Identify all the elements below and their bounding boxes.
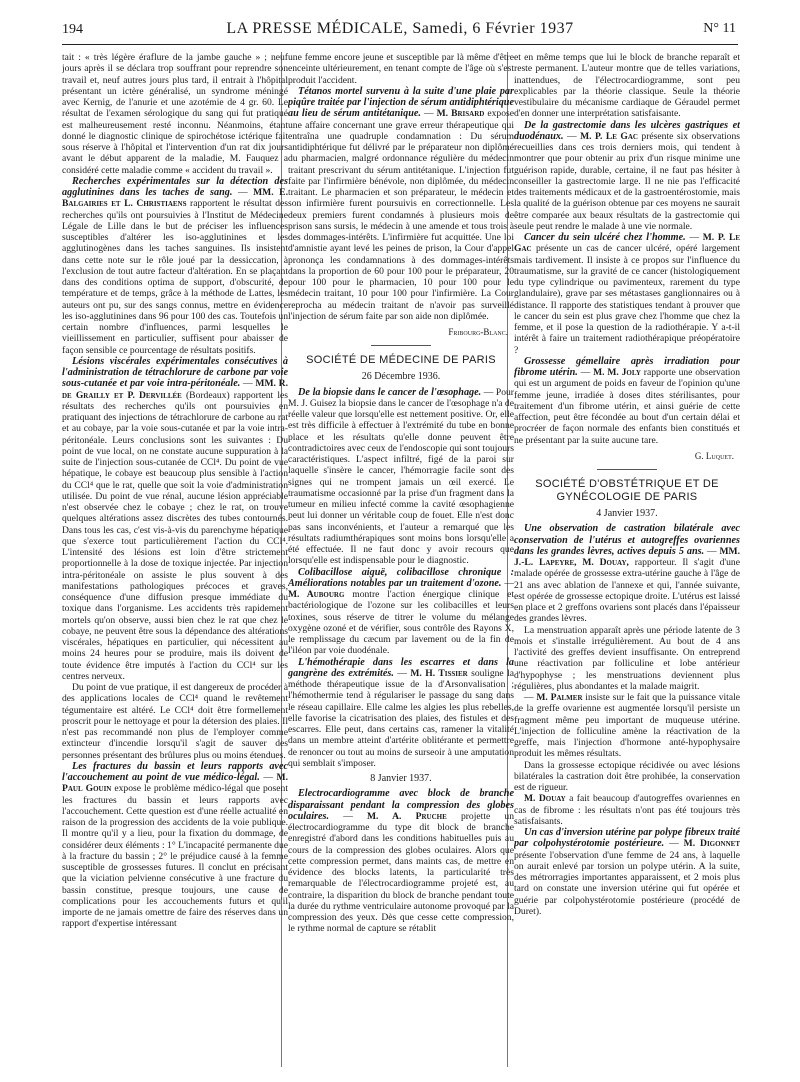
article: Tétanos mortel survenu à la suite d'une plaie par piqûre traitée par l'injection de sérum antidiphtérique au lieu de sérum antitétanique. — M. Brisard expose une affaire concernant une grave erreur thérapeutique qui entraîna une quadruple condamnation : Du sérum antidiphtérique fut délivré par le préparateur non diplômé du pharmacien, malgré ordonnance régulière du médecin traitant prescrivant du sérum antitétanique. L'injection fut faite par l'infirmière bénévole, non diplômée, du médecin traitant. Le pharmacien et son préparateur, le médecin et son infirmière furent poursuivis en correctionnelle. Les deux premiers furent condamnés à plusieurs mois de prison sans sursis, le médecin à une amende et tous trois à des dommages-intérêts. L'infirmière fut acquittée. Une loi d'amnistie ayant levé les peines de prison, la Cour d'appel prononça les condamnations à des dommages-intérêts dans la proportion de 60 pour 100 pour le préparateur, 20 pour 100 pour le pharmacien, 10 pour 100 pour le médecin traitant, 10 pour 100 pour l'infirmière. La Cour reprocha au médecin traitant de n'avoir pas surveillé l'injection de sérum faite par son aide non diplômée. bbox=[288, 85, 514, 322]
journal-title: LA PRESSE MÉDICALE, Samedi, 6 Février 1937 bbox=[226, 20, 574, 37]
article-authors: M. Douay bbox=[524, 793, 566, 805]
article-authors: M. H. Tissier bbox=[410, 667, 468, 679]
article-authors: Pour M. J. Guisez bbox=[288, 386, 514, 409]
section-divider bbox=[371, 345, 431, 346]
paragraph: expose une affaire concernant une grave erreur thérapeutique qui entraîna une quadruple condamnation : Du sérum antidiphtérique fut délivré par le préparateur non diplômé du pharmacien, malgré ordonnance régulière du médecin traitant prescrivant du sérum antitétanique. L'injection fut faite par l'infirmière bénévole, non diplômée, du médecin traitant. Le pharmacien et son préparateur, le médecin et son infirmière furent poursuivis en correctionnelle. Les deux premiers furent condamnés à plusieurs mois de prison sans sursis, le médecin à une amende et tous trois à des dommages-intérêts. L'infirmière fut acquittée. Une loi d'amnistie ayant levé les peines de prison, la Cour d'appel prononça les condamnations à des dommages-intérêts dans la proportion de 60 pour 100 pour le préparateur, 20 pour 100 pour le pharmacien, 10 pour 100 pour le médecin traitant, 10 pour 100 pour l'infirmière. La Cour reprocha au médecin traitant de n'avoir pas surveillé l'injection de sérum faite par son aide non diplômée. bbox=[288, 108, 514, 322]
article: De la biopsie dans le cancer de l'œsophage. — Pour M. J. Guisez la biopsie dans le cancer de l'œsophage n'a de réelle valeur que lorsqu'elle est nettement positive. Or, elle est très difficile à effectuer à l'extrémité du tube en bonne place et les résultats qu'elle donne peuvent être contradictoires avec ceux de l'endoscopie qui sont toujours caractéristiques. L'aspect infiltré, figé de la paroi sur laquelle s'insère le cancer, l'hémorragie facile sont des signes qui ne trompent jamais un œil exercé. Le traumatisme occasionné par la prise d'un fragment dans la tumeur en milieu infecté comme la cavité œsophagienne peut lui donner un véritable coup de fouet. Elle n'est donc pas sans inconvénients, et l'auteur a remarqué que les résultats radiumthérapiques sont moins bons lorsqu'elle a été effectuée. Il ne faut donc y avoir recours que lorsqu'elle est indispensable pour le diagnostic. bbox=[288, 386, 514, 567]
article: De la gastrectomie dans les ulcères gastriques et duodénaux. — M. P. Le Gac présente six observations recueillies dans ces trois derniers mois, qui tendent à montrer que pour obtenir au prix d'un risque minime une guérison rapide, durable, certaine, il ne faut pas hésiter à conseiller la gastrectomie large. Il ne nie pas l'efficacité des traitements médicaux et de la gastroentérostomie, mais la qualité de la guérison obtenue par ces moyens ne saurait être comparée aux beaux résultats de la gastrectomie qui seule peut rendre le malade à une vie normale. bbox=[514, 119, 740, 232]
article-heading: Recherches expérimentales sur la détection des agglutinines dans les taches de sang. bbox=[62, 175, 288, 198]
paragraph: une femme encore jeune et susceptible par là même d'être enceinte ultérieurement, en tenant compte de l'âge où s'est produit l'accident. bbox=[288, 52, 514, 86]
article-heading: Colibacillose aiguë, colibacillose chronique : Améliorations notables par un traitement d'ozone. bbox=[288, 566, 514, 589]
session-date: 8 Janvier 1937. bbox=[370, 773, 432, 784]
article-authors: MM. E. Balgairies et L. Christiaens bbox=[62, 187, 288, 210]
article-authors: M. Palmer bbox=[536, 692, 583, 703]
society-heading: SOCIÉTÉ DE MÉDECINE DE PARIS bbox=[306, 354, 496, 367]
paragraph: et en même temps que lui le block de branche reparaît et reste permanent. L'auteur montre que de telles variations, inattendues, de l'électrocardiogramme, sont peu explicables par la théorie classique. Seule la théorie vestibulaire du mécanisme cardiaque de Géraudel permet d'en donner une interprétation satisfaisante. bbox=[514, 52, 740, 120]
article-heading: De la biopsie dans le cancer de l'œsophage. bbox=[298, 386, 482, 398]
article-heading: Cancer du sein ulcéré chez l'homme. bbox=[524, 232, 686, 243]
paragraph: insiste sur le fait que la puissance vitale de la greffe ovarienne est augmentée lorsqu'il persiste un fragment même peu important de muqueuse utérine. L'injection de folliculine amène la réactivation de la greffe, mais l'injection d'hormone anté-hypophysaire produit les mêmes résultats. bbox=[514, 692, 740, 760]
article: — M. Palmer insiste sur le fait que la puissance vitale de la greffe ovarienne est augmentée lorsqu'il persiste un fragment même peu important de muqueuse utérine. L'injection de folliculine amène la réactivation de la greffe, mais l'injection d'hormone anté-hypophysaire produit les mêmes résultats. bbox=[514, 692, 740, 760]
article-authors: M. Aubourg bbox=[288, 589, 345, 600]
article-heading: Un cas d'inversion utérine par polype fibreux traité par colpohystérotomie postérieure. bbox=[514, 827, 740, 850]
issue-number: N° 11 bbox=[703, 21, 736, 36]
article: Electrocardiogramme avec block de branche disparaissant pendant la compression des globes oculaires. — M. A. Pruche projette un électrocardiogramme du type dit block de branche enregistré d'abord dans les conditions habituelles puis au cours de la compression des globes oculaires. Alors que cette compression permet, dans maints cas, de mettre en évidence des blocks latents, la particularité très remarquable de l'électrocardiogramme projeté est, au contraire, la disparition du block de branche pendant toute la durée du rythme ventriculaire autonome provoqué par la compression des yeux. Dès que cesse cette compression, le rythme normal de capture se rétablit bbox=[288, 788, 514, 935]
article-authors: M. P. Le Gac bbox=[514, 232, 740, 255]
section-divider bbox=[597, 469, 657, 470]
paragraph: présente six observations recueillies dans ces trois derniers mois, qui tendent à montrer que pour obtenir au prix d'un risque minime une guérison rapide, durable, certaine, il ne faut pas hésiter à conseiller la gastrectomie large. Il ne nie pas l'efficacité des traitements médicaux et de la gastroentérostomie, mais la qualité de la guérison obtenue par ces moyens ne saurait être comparée aux beaux résultats de la gastrectomie qui seule peut rendre le malade à une vie normale. bbox=[514, 130, 740, 232]
article: Un cas d'inversion utérine par polype fibreux traité par colpohystérotomie postérieure. — M. Digonnet présente l'observation d'une femme de 24 ans, à laquelle on aurait enlevé par torsion un polype utérin. A la suite, des métrorragies importantes apparaissent, et 2 mois plus tard on constate une inversion utérine qui fut opérée et guérie par colpohystérotomie postérieure (procédé de Duret). bbox=[514, 827, 740, 917]
paragraph: souligne la méthode thérapeutique issue de la d'Arsonvalisation ; l'hémothermie tend à régulariser le passage du sang dans le réseau capillaire. Elle calme les algies les plus rebelles, elle favorise la cicatrisation des plaies, des fistules et des escarres. Elle peut, dans certains cas, ramener la vitalité dans un membre atteint d'artérite oblitérante et permettre de renoncer ou tout au moins de surseoir à une amputation qui semblait s'imposer. bbox=[288, 667, 514, 769]
paragraph: Du point de vue pratique, il est dangereux de procéder à des applications locales de CCl⁴ quand le revêtement tégumentaire est altéré. Le CCl⁴ doit être formellement proscrit pour le nettoyage et pour la détersion des plaies. Il n'est pas recommandé non plus de l'employer comme extincteur d'incendie lorsqu'il s'agit de sauver des personnes présentant des brûlures plus ou moins étendues. bbox=[62, 682, 288, 761]
session-date: 4 Janvier 1937. bbox=[596, 508, 658, 519]
paragraph: rapportent le résultat des recherches qu'ils ont poursuivies à l'Institut de Médecine Légale de Lille dans le but de préciser les influences susceptibles d'altérer les iso-agglutinines et les agglutinogènes dans les taches sanguines. Ils insistent dans cette note sur le rôle joué par la dessiccation, à l'exclusion de tout autre facteur d'altération. En se plaçant dans des conditions optima de support, d'obscurité, de température et de temps, grâce à la méthode de Lattes, les auteurs ont pu, sur des sangs connus, mettre en évidence les iso-agglutinines dans 96 pour 100 des cas. Toutefois un certain nombre d'influences, parmi lesquelles le vieillissement en particulier, suffisent pour abaisser de façon sensible ce pourcentage de résultats positifs. bbox=[62, 198, 288, 356]
article-heading: Une observation de castration bilatérale avec conservation de l'utérus et autogreffes ovariennes dans les grandes lèvres, actives depuis 5 ans. bbox=[514, 523, 740, 557]
article-authors: M. A. Pruche bbox=[367, 810, 447, 822]
article-heading: L'hémothérapie dans les escarres et dans la gangrène des extrémités. bbox=[288, 656, 514, 679]
article bbox=[514, 793, 740, 827]
column-2 bbox=[288, 52, 514, 1072]
article: L'hémothérapie dans les escarres et dans la gangrène des extrémités. — M. H. Tissier souligne la méthode thérapeutique issue de la d'Arsonvalisation ; l'hémothermie tend à régulariser le passage du sang dans le réseau capillaire. Elle calme les algies les plus rebelles, elle favorise la cicatrisation des plaies, des fistules et des escarres. Elle peut, dans certains cas, ramener la vitalité dans un membre atteint d'artérite oblitérante et permettre de renoncer ou tout au moins de surseoir à une amputation qui semblait s'imposer. bbox=[288, 656, 514, 769]
paragraph: montre l'action énergique clinique et bactériologique de l'ozone sur les colibacilles et leurs toxines, sous réserve de titrer le volume du mélange oxygène ozoné et de vérifier, sous contrôle des Rayons X, le remplissage du cæcum par lavement ou de la fin de l'iléon par voie duodénale. bbox=[288, 589, 514, 657]
article: Recherches expérimentales sur la détection des agglutinines dans les taches de sang. — MM. E. Balgairies et L. Christiaens rapportent le résultat des recherches qu'ils ont poursuivies à l'Institut de Médecine Légale de Lille dans le but de préciser les influences susceptibles d'altérer les iso-agglutinines et les agglutinogènes dans les taches sanguines. Ils insistent dans cette note sur le rôle joué par la dessiccation, à l'exclusion de tout autre facteur d'altération. En se plaçant dans des conditions optima de support, d'obscurité, de température et de temps, grâce à la méthode de Lattes, les auteurs ont pu, sur des sangs connus, mettre en évidence les iso-agglutinines dans 96 pour 100 des cas. Toutefois un certain nombre d'influences, parmi lesquelles le vieillissement en particulier, suffisent pour abaisser de façon sensible ce pourcentage de résultats positifs. bbox=[62, 175, 288, 356]
article-heading: Lésions viscérales expérimentales consécutives à l'administration de tétrachlorure de carbone par voie sous-cutanée et par voie intra-péritonéale. bbox=[62, 355, 288, 390]
signature: G. Luquet. bbox=[694, 450, 734, 461]
article-authors: M. Paul Gouin bbox=[62, 772, 288, 795]
column-3 bbox=[514, 52, 740, 1072]
article-authors: MM. R. de Grailly et P. Dervillée bbox=[62, 378, 288, 401]
column-1 bbox=[62, 52, 288, 1072]
paragraph: rapporteur. Il s'agit d'une malade opérée de grossesse extra-utérine gauche à l'âge de 21 ans avec ablation de l'annexe et qui, l'année suivante, est opérée de grossesse ectopique droite. L'utérus est laissé en place et 2 greffons ovariens sont placés dans l'épaisseur des grandes lèvres. bbox=[514, 557, 740, 625]
article-authors: M. Digonnet bbox=[683, 838, 740, 850]
paragraph: expose le problème médico-légal que posent les fractures du bassin et leurs rapports avec l'accouchement. Cette question est d'une réelle actualité en raison de la progression des accidents de la voie publique. Il montre qu'il y a lieu, pour la fixation du dommage, de considérer deux éléments : 1° L'incapacité permanente due à la fracture du bassin ; 2° le préjudice causé à la femme susceptible de grossesses futures. Il conclut en précisant que la viciation pelvienne consécutive à une fracture du bassin constitue, presque toujours, une cause de complications pour les accouchements futurs et qu'il importe de ne jamais omettre de faire des réserves dans un rapport d'expertise intéressant bbox=[62, 783, 288, 930]
article-heading: Tétanos mortel survenu à la suite d'une plaie par piqûre traitée par l'injection de sérum antidiphtérique au lieu de sérum antitétanique. bbox=[288, 85, 514, 120]
paragraph: (Bordeaux) rapportent les résultats des recherches qu'ils ont poursuivies en pratiquant des injections de tétrachlorure de carbone au rat et au cobaye, par la voie sous-cutanée et par la voie intra-péritonéale. Leurs conclusions sont les suivantes : Du point de vue local, on ne constate aucune suppuration à la suite de l'injection sous-cutanée de CCl⁴. Du point de vue hépatique, le cobaye est beaucoup plus sensible à l'action du CCl⁴ que le rat, quelle que soit la voie d'administration utilisée. Du point de vue rénal, aucune lésion appréciable n'est observée chez le cobaye ; chez le rat, on trouve quelques altérations assez discrètes des tubes contournés. Dans tous les cas, c'est vis-à-vis du parenchyme hépatique que s'exerce tout particulièrement l'action du CCl⁴. L'intensité des lésions est loin d'être strictement proportionnelle à la dose de toxique injectée. Par injection intra-péritonéale on assiste le plus souvent à des manifestations pathologiques précoces et graves, conséquence d'une diffusion presque immédiate du toxique dans l'organisme. Les accidents très rapidement mortels qu'on observe, aussi bien chez le rat que chez le cobaye, ne peuvent être sous la dépendance des altérations viscérales, hépatiques en particulier, qui nécessitent au moins 24 heures pour se produire, mais ils doivent de toute évidence être imputés à l'action du CCl⁴ sur les centres nerveux. bbox=[62, 389, 288, 682]
page-header bbox=[62, 18, 738, 45]
article-authors: M. Brisard bbox=[436, 108, 485, 120]
article-heading: Grossesse gémellaire après irradiation pour fibrome utérin. bbox=[514, 355, 740, 378]
article-authors: M. M. Joly bbox=[593, 367, 641, 378]
paragraph: tait : « très légère éraflure de la jambe gauche » ; neuf jours après il se déclara trop souffrant pour reprendre son travail et, neuf autres jours plus tard, il entrait à l'hôpital présentant un ictère généralisé, un syndrome méningé avec Kernig, de l'anurie et une azotémie de 4 gr. 60. Le résultat de l'examen sérologique du sang qui fut pratiqué est malheureusement resté inconnu. Néanmoins, étant donné le diagnostic clinique de spirochétose ictérique fait sous réserve à l'hôpital et l'intervention d'un rat dix jours avant le début apparent de la maladie, M. Fauquez a considéré cette maladie comme « accident du travail ». bbox=[62, 52, 288, 176]
article-heading: De la gastrectomie dans les ulcères gastriques et duodénaux. bbox=[514, 119, 740, 142]
paragraph: présente un cas de cancer ulcéré, opéré largement mais tardivement. Il insiste à ce propos sur l'influence du traumatisme, sur la gravité de ce cancer (histologiquement du type cylindrique ou pavimenteux, rarement du type glandulaire), grave par ses métastases ganglionnaires ou à distance. Il rapporte des statistiques tendant à prouver que le cancer du sein est plus grave chez l'homme que chez la femme, et il pose la question de la radiothérapie. Y a-t-il intérêt à faire un traitement radiothérapique préopératoire ? bbox=[514, 243, 740, 356]
article-authors: MM. J.-L. Lapeyre, M. Douay, bbox=[514, 545, 740, 568]
signature: Fribourg-Blanc. bbox=[448, 327, 508, 337]
paragraph: Dans la grossesse ectopique récidivée ou avec lésions bilatérales la castration doit être prohibée, la conservation est de rigueur. bbox=[514, 759, 740, 793]
article: Les fractures du bassin et leurs rapports avec l'accouchement au point de vue médico-légal. — M. Paul Gouin expose le problème médico-légal que posent les fractures du bassin et leurs rapports avec l'accouchement. Cette question est d'une réelle actualité en raison de la progression des accidents de la voie publique. Il montre qu'il y a lieu, pour la fixation du dommage, de considérer deux éléments : 1° L'incapacité permanente due à la fracture du bassin ; 2° le préjudice causé à la femme susceptible de grossesses futures. Il conclut en précisant que la viciation pelvienne consécutive à une fracture du bassin constitue, presque toujours, une cause de complications pour les accouchements futurs et qu'il importe de ne jamais omettre de faire des réserves dans un rapport d'expertise intéressant bbox=[62, 760, 288, 930]
society-heading: SOCIÉTÉ D'OBSTÉTRIQUE ET DE GYNÉCOLOGIE DE PARIS bbox=[535, 478, 719, 503]
paragraph: rapporte une observation qui est un argument de poids en faveur de l'opinion qu'une femme jeune, irradiée à doses dites stérilisantes, pour traitement d'un fibrome utérin, et ainsi guérie de cette affection, peut être fécondée au bout d'un certain délai et procréer de façon normale des enfants bien constitués et ne présentant par la suite aucune tare. bbox=[514, 367, 740, 446]
paragraph: projette un électrocardiogramme du type dit block de branche enregistré d'abord dans les conditions habituelles puis au cours de la compression des globes oculaires. Alors que cette compression permet, dans maints cas, de mettre en évidence des blocks latents, la particularité très remarquable de l'électrocardiogramme projeté est, au contraire, la disparition du block de branche pendant toute la durée du rythme ventriculaire autonome provoqué par la compression des yeux. Dès que cesse cette compression, le rythme normal de capture se rétablit bbox=[288, 810, 514, 935]
article: Grossesse gémellaire après irradiation pour fibrome utérin. — M. M. Joly rapporte une observation qui est un argument de poids en faveur de l'opinion qu'une femme jeune, irradiée à doses dites stérilisantes, pour traitement d'un fibrome utérin, et ainsi guérie de cette affection, peut être fécondée au bout d'un certain délai et procréer de façon normale des enfants bien constitués et ne présentant par la suite aucune tare. bbox=[514, 355, 740, 446]
article: Lésions viscérales expérimentales consécutives à l'administration de tétrachlorure de carbone par voie sous-cutanée et par voie intra-péritonéale. — MM. R. de Grailly et P. Dervillée (Bordeaux) rapportent les résultats des recherches qu'ils ont poursuivies en pratiquant des injections de tétrachlorure de carbone au rat et au cobaye, par la voie sous-cutanée et par la voie intra-péritonéale. Leurs conclusions sont les suivantes : Du point de vue local, on ne constate aucune suppuration à la suite de l'injection sous-cutanée de CCl⁴. Du point de vue hépatique, le cobaye est beaucoup plus sensible à l'action du CCl⁴ que le rat, quelle que soit la voie d'administration utilisée. Du point de vue rénal, aucune lésion appréciable n'est observée chez le cobaye ; chez le rat, on trouve quelques altérations assez discrètes des tubes contournés. Dans tous les cas, c'est vis-à-vis du parenchyme hépatique que s'exerce tout particulièrement l'action du CCl⁴. L'intensité des lésions est loin d'être strictement proportionnelle à la dose de toxique injectée. Par injection intra-péritonéale on assiste le plus souvent à des manifestations pathologiques précoces et graves, conséquence d'une diffusion presque immédiate du toxique dans l'organisme. Les accidents très rapidement mortels qu'on observe, aussi bien chez le rat que chez le cobaye, ne peuvent être sous la dépendance des altérations viscérales, hépatiques en particulier, qui nécessitent au moins 24 heures pour se produire, mais ils doivent de toute évidence être imputés à l'action du CCl⁴ sur les centres nerveux. bbox=[62, 355, 288, 682]
paragraph: la biopsie dans le cancer de l'œsophage n'a de réelle valeur que lorsqu'elle est nettement positive. Or, elle est très difficile à effectuer à l'extrémité du tube en bonne place et les résultats qu'elle donne peuvent être contradictoires avec ceux de l'endoscopie qui sont toujours caractéristiques. L'aspect infiltré, figé de la paroi sur laquelle s'insère le cancer, l'hémorragie facile sont des signes qui ne trompent jamais un œil exercé. Le traumatisme occasionné par la prise d'un fragment dans la tumeur en milieu infecté comme la cavité œsophagienne peut lui donner un véritable coup de fouet. Elle n'est donc pas sans inconvénients, et l'auteur a remarqué que les résultats radiumthérapiques sont moins bons lorsqu'elle a été effectuée. Il ne faut donc y avoir recours que lorsqu'elle est indispensable pour le diagnostic. bbox=[288, 397, 514, 567]
article-heading: Les fractures du bassin et leurs rapports avec l'accouchement au point de vue médico-légal. bbox=[62, 760, 288, 783]
article: Colibacillose aiguë, colibacillose chronique : Améliorations notables par un traitement d'ozone. — M. Aubourg montre l'action énergique clinique et bactériologique de l'ozone sur les colibacilles et leurs toxines, sous réserve de titrer le volume du mélange oxygène ozoné et de vérifier, sous contrôle des Rayons X, le remplissage du cæcum par lavement ou de la fin de l'iléon par voie duodénale. bbox=[288, 566, 514, 657]
article: Une observation de castration bilatérale avec conservation de l'utérus et autogreffes ovariennes dans les grandes lèvres, actives depuis 5 ans. — MM. J.-L. Lapeyre, M. Douay, rapporteur. Il s'agit d'une malade opérée de grossesse extra-utérine gauche à l'âge de 21 ans avec ablation de l'annexe et qui, l'année suivante, est opérée de grossesse ectopique droite. L'utérus est laissé en place et 2 greffons ovariens sont placés dans l'épaisseur des grandes lèvres. bbox=[514, 523, 740, 625]
article-authors: M. P. Le Gac bbox=[580, 130, 638, 142]
paragraph: La menstruation apparaît après une période latente de 3 mois et s'installe irrégulièrement. Au bout de 4 ans l'activité des greffes devient insuffisante. On entreprend une réactivation par folliculine et lobe antérieur d'hypophyse ; les menstruations deviennent plus régulières, plus abondantes et la malade maigrit. bbox=[514, 624, 740, 692]
session-date: 26 Décembre 1936. bbox=[361, 371, 441, 383]
paragraph: a fait beaucoup d'autogreffes ovariennes en cas de fibrome : les résultats n'ont pas été toujours très satisfaisants. bbox=[514, 793, 740, 827]
article: Cancer du sein ulcéré chez l'homme. — M. P. Le Gac présente un cas de cancer ulcéré, opéré largement mais tardivement. Il insiste à ce propos sur l'influence du traumatisme, sur la gravité de ce cancer (histologiquement du type cylindrique ou pavimenteux, rarement du type glandulaire), grave par ses métastases ganglionnaires ou à distance. Il rapporte des statistiques tendant à prouver que le cancer du sein est plus grave chez l'homme que chez la femme, et il pose la question de la radiothérapie. Y a-t-il intérêt à faire un traitement radiothérapique préopératoire ? bbox=[514, 232, 740, 356]
paragraph: présente l'observation d'une femme de 24 ans, à laquelle on aurait enlevé par torsion un polype utérin. A la suite, des métrorragies importantes apparaissent, et 2 mois plus tard on constate une inversion utérine qui fut opérée et guérie par colpohystérotomie postérieure (procédé de Duret). bbox=[514, 849, 740, 917]
article-heading: Electrocardiogramme avec block de branche disparaissant pendant la compression des globes oculaires. bbox=[288, 788, 514, 822]
page-number: 194 bbox=[62, 22, 83, 37]
